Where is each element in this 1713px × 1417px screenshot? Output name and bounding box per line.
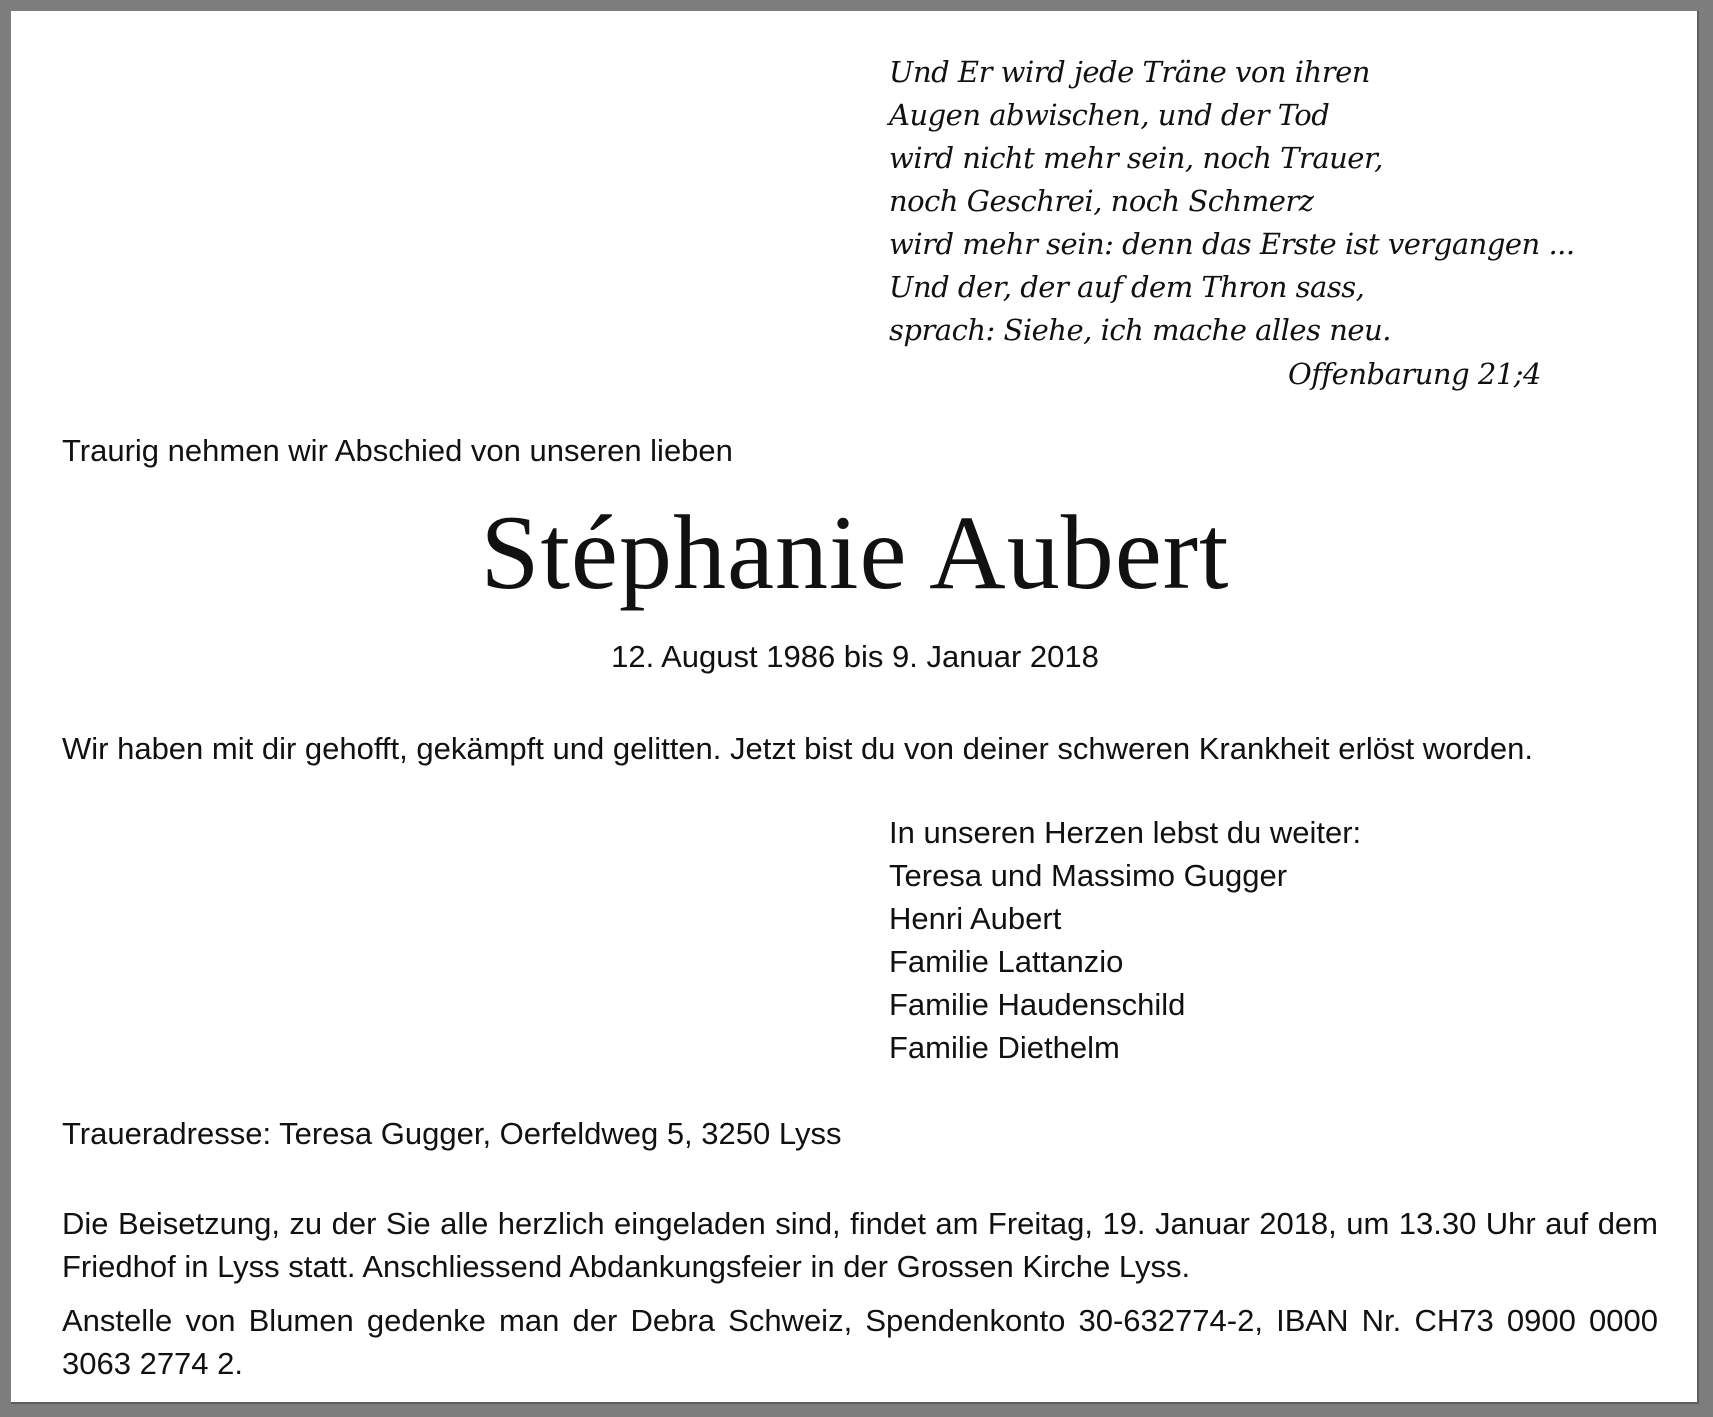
verse-line: sprach: Siehe, ich mache alles neu. <box>889 313 1391 347</box>
verse-source: Offenbarung 21;4 <box>1287 357 1541 391</box>
deceased-name: Stéphanie Aubert <box>480 494 1230 611</box>
obituary-notice <box>11 11 1699 1404</box>
intro-text: Traurig nehmen wir Abschied von unseren lieben <box>62 433 733 468</box>
mourners-list <box>889 811 1361 1069</box>
mourner-name: Teresa und Massimo Gugger <box>889 858 1288 893</box>
verse-line: Augen abwischen, und der Tod <box>889 98 1330 132</box>
funeral-details: Die Beisetzung, zu der Sie alle herzlich eingeladen sind, findet am Freitag, 19. Januar 2018, um 13.30 Uhr auf dem Friedhof in Lyss statt. Anschliessend Abdankungsfeier in der Grossen Kirche Lyss. <box>62 1206 1658 1284</box>
life-dates: 12. August 1986 bis 9. Januar 2018 <box>611 639 1099 674</box>
mourning-address: Traueradresse: Teresa Gugger, Oerfeldweg 5, 3250 Lyss <box>62 1116 842 1151</box>
mourner-name: Henri Aubert <box>889 901 1062 936</box>
verse-line: noch Geschrei, noch Schmerz <box>889 184 1314 218</box>
verse-line: Und der, der auf dem Thron sass, <box>889 270 1365 304</box>
mourner-name: Familie Haudenschild <box>889 987 1186 1022</box>
mourner-name: Familie Diethelm <box>889 1030 1120 1065</box>
memorial-statement: Wir haben mit dir gehofft, gekämpft und gelitten. Jetzt bist du von deiner schweren Krankheit erlöst worden. <box>62 731 1533 766</box>
mourners-heading: In unseren Herzen lebst du weiter: <box>889 815 1362 850</box>
donation-note: Anstelle von Blumen gedenke man der Debra Schweiz, Spendenkonto 30-632774-2, IBAN Nr. CH73 0900 0000 3063 2774 2. <box>62 1303 1658 1381</box>
verse-line: Und Er wird jede Träne von ihren <box>889 55 1370 89</box>
verse-line: wird nicht mehr sein, noch Trauer, <box>889 141 1383 175</box>
mourner-name: Familie Lattanzio <box>889 944 1124 979</box>
bible-verse <box>889 51 1609 352</box>
verse-line: wird mehr sein: denn das Erste ist vergangen ... <box>889 227 1575 261</box>
